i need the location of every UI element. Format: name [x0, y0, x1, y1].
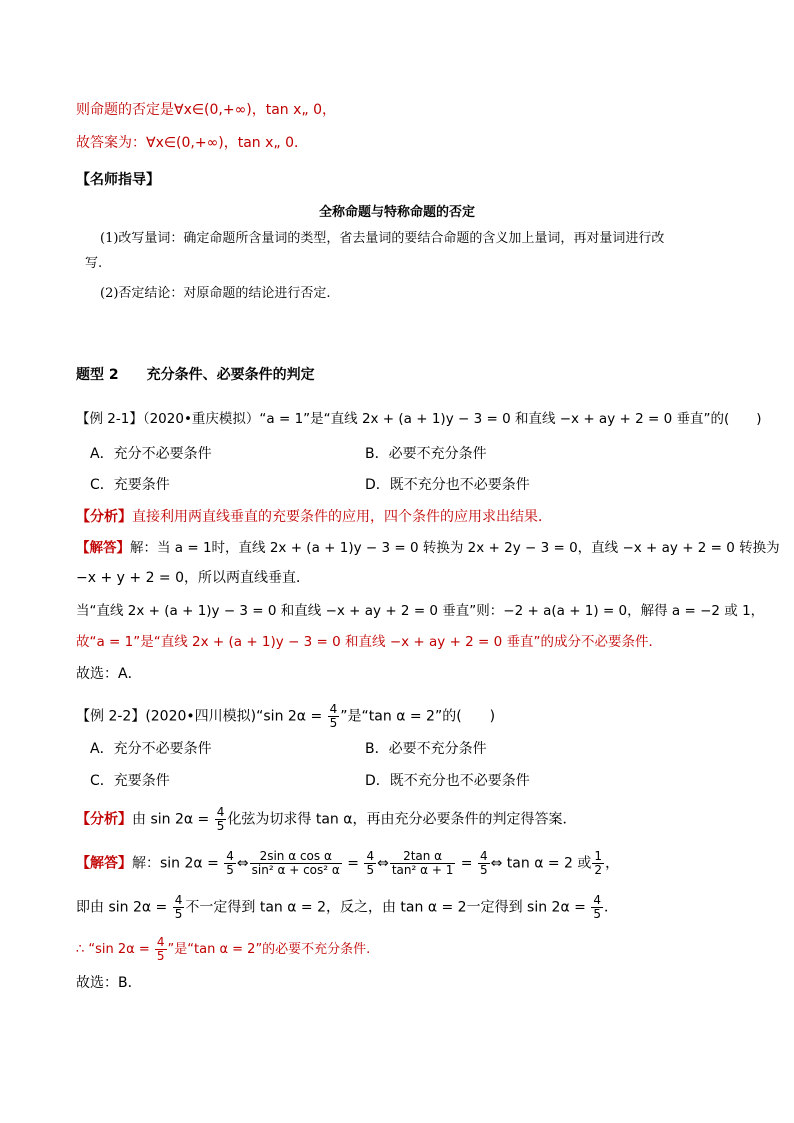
ex1-solution-line-1 [76, 538, 780, 558]
frac-den: 5 [156, 949, 165, 963]
solution-tag: 【解答】 [76, 855, 132, 872]
analysis-post: 化弦为切求得 tan α，再由充分必要条件的判定得答案． [227, 811, 577, 828]
frac-num: 4 [479, 849, 488, 863]
analysis-text: 直接利用两直线垂直的充要条件的应用，四个条件的应用求出结果． [132, 509, 552, 525]
iff-arrow: ⇔ [236, 855, 249, 872]
fraction-1-2 [592, 850, 604, 877]
frac-num: 4 [366, 849, 375, 863]
example-2-1-title: 【例 2-1】（2020•重庆模拟）“a = 1”是“直线 2x + (a + 1)y − 3 = 0 和直线 −x + ay + 2 = 0 垂直”的( ) [76, 411, 762, 427]
solution-tag: 【解答】 [76, 540, 130, 556]
ex2-option-a: A．充分不必要条件 [90, 741, 212, 757]
ex1-choose: 故选：A． [76, 666, 142, 682]
ex2-analysis [76, 806, 576, 833]
ex2-solution [76, 850, 619, 877]
ex1-conclusion: 故“a = 1”是“直线 2x + (a + 1)y − 3 = 0 和直线 −x + ay + 2 = 0 垂直”的成分不必要条件． [76, 634, 663, 650]
teacher-guidance-header: 【名师指导】 [76, 172, 160, 188]
sol2-b: 不一定得到 tan α = 2，反之，由 tan α = 2一定得到 sin 2α = [185, 899, 591, 916]
fraction-sin-cos [250, 850, 342, 877]
guidance-paragraph-1: (1)改写量词：确定命题所含量词的类型，省去量词的要结合命题的含义加上量词，再对量词进行改 [100, 231, 665, 246]
frac-den: 5 [479, 863, 488, 877]
fraction-4-5 [224, 850, 236, 877]
ex1-analysis [76, 507, 552, 527]
fraction-4-5 [328, 703, 340, 730]
frac-num: 4 [216, 805, 225, 819]
ex1-solution-line-3: 当“直线 2x + (a + 1)y − 3 = 0 和直线 −x + ay + 2 = 0 垂直”则：−2 + a(a + 1) = 0，解得 a = −2 或 1， [76, 603, 765, 619]
solution-text: 解：当 a = 1时，直线 2x + (a + 1)y − 3 = 0 转换为 2x + 2y − 3 = 0，直线 −x + ay + 2 = 0 转换为 [130, 540, 780, 556]
ex1-option-a: A．充分不必要条件 [90, 446, 212, 462]
answer-line: 故答案为：∀x∈(0,+∞)，tan x„ 0． [76, 135, 309, 151]
ex2-title-pre: 【例 2-2】(2020•四川模拟)“sin 2α = [76, 708, 327, 725]
frac-den: 5 [593, 907, 601, 921]
solution-pre: 解：sin 2α = [132, 855, 224, 872]
analysis-pre: 由 sin 2α = [132, 811, 214, 828]
frac-num: 4 [593, 893, 601, 907]
therefore-pre: ∴ “sin 2α = [76, 942, 154, 957]
fraction-4-5 [155, 936, 167, 963]
fraction-tan [390, 850, 456, 877]
ex2-option-c: C．充要条件 [90, 773, 170, 789]
analysis-tag: 【分析】 [76, 811, 132, 828]
analysis-tag: 【分析】 [76, 509, 132, 525]
ex2-option-b: B．必要不充分条件 [365, 741, 487, 757]
sol2-a: 即由 sin 2α = [76, 899, 172, 916]
ex2-title-post: ”是“tan α = 2”的( ) [340, 708, 496, 725]
frac-num: 1 [594, 849, 603, 863]
fraction-4-5 [364, 850, 376, 877]
negation-line: 则命题的否定是∀x∈(0,+∞)，tan x„ 0， [76, 102, 337, 118]
solution-end: ⇔ tan α = 2 或 [490, 855, 592, 872]
frac-den: tan² α + 1 [391, 863, 454, 877]
iff-arrow: ⇔ [377, 855, 389, 872]
fraction-4-5 [591, 894, 603, 921]
frac-num: 4 [226, 849, 234, 863]
ex2-therefore [76, 936, 370, 963]
frac-num: 4 [174, 893, 183, 907]
frac-num: 4 [329, 702, 338, 716]
frac-den: sin² α + cos² α [251, 863, 340, 877]
ex1-option-b: B．必要不充分条件 [365, 446, 487, 462]
guidance-box-title: 全称命题与特称命题的否定 [318, 205, 475, 220]
frac-den: 5 [329, 716, 338, 730]
fraction-4-5 [173, 894, 185, 921]
frac-num: 2sin α cos α [250, 850, 342, 864]
sol2-c: ． [603, 899, 618, 916]
ex2-option-d: D．既不充分也不必要条件 [365, 773, 530, 789]
comma: ， [605, 855, 620, 872]
frac-den: 5 [226, 863, 234, 877]
ex2-choose: 故选：B． [76, 975, 142, 991]
ex2-solution-line-2 [76, 894, 618, 921]
section-title: 题型 2 充分条件、必要条件的判定 [76, 367, 315, 383]
therefore-post: ”是“tan α = 2”的必要不充分条件. [167, 942, 371, 957]
guidance-paragraph-1-cont: 写. [85, 256, 103, 271]
ex1-option-d: D．既不充分也不必要条件 [365, 477, 530, 493]
frac-den: 5 [216, 819, 225, 833]
guidance-paragraph-2: (2)否定结论：对原命题的结论进行否定. [100, 286, 331, 301]
frac-den: 2 [594, 863, 603, 877]
fraction-4-5 [478, 850, 490, 877]
frac-den: 5 [366, 863, 375, 877]
ex1-option-c: C．充要条件 [90, 477, 170, 493]
fraction-4-5 [215, 806, 227, 833]
frac-num: 2tan α [390, 850, 456, 864]
equals: = [342, 855, 364, 872]
equals: = [456, 855, 477, 872]
ex1-solution-line-2: −x + y + 2 = 0，所以两直线垂直． [76, 570, 311, 586]
frac-num: 4 [156, 935, 165, 949]
example-2-2-title [76, 703, 495, 730]
frac-den: 5 [174, 907, 183, 921]
